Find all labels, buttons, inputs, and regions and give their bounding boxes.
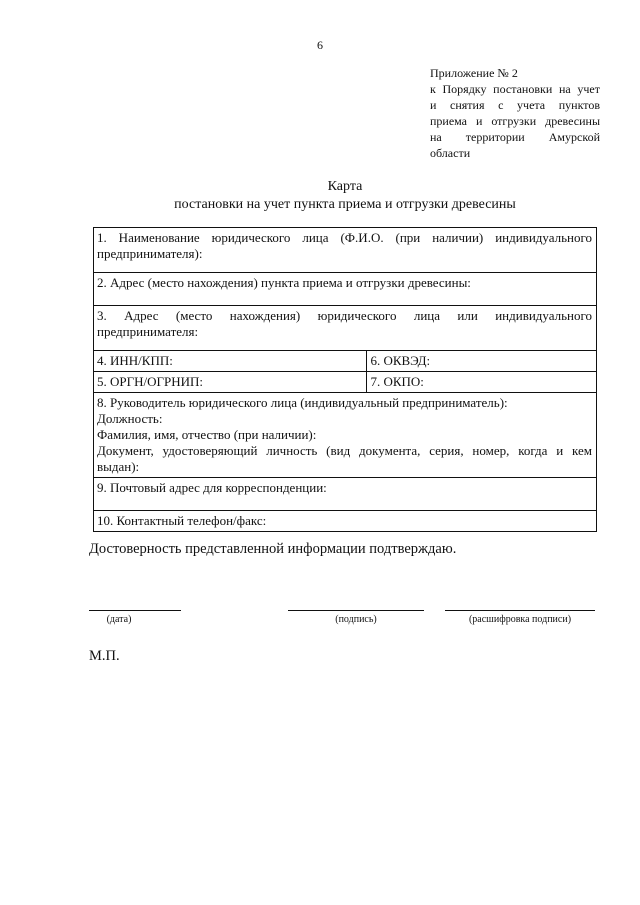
- page-number: 6: [317, 38, 323, 52]
- entity-name-field[interactable]: [94, 228, 597, 273]
- appendix-line: и снятия с учета пунктов: [430, 98, 600, 112]
- postal-address-field[interactable]: [94, 478, 597, 511]
- document-title: Карта: [327, 179, 363, 194]
- ogrn-field[interactable]: [94, 372, 367, 393]
- date-label: (дата): [106, 614, 132, 625]
- signature-decoding-line[interactable]: [445, 610, 595, 611]
- field-label: 5. ОРГН/ОГРНИП:: [97, 374, 204, 389]
- appendix-line: на территории Амурской: [430, 130, 600, 144]
- field-label: 9. Почтовый адрес для корреспонденции:: [97, 480, 327, 495]
- confirmation-statement: Достоверность представленной информации подтверждаю.: [89, 541, 457, 557]
- form-row-ogrn-okpo: [94, 372, 597, 393]
- field-label: предпринимателя:: [97, 324, 199, 339]
- entity-address-field[interactable]: [94, 306, 597, 351]
- field-label: Фамилия, имя, отчество (при наличии):: [97, 427, 317, 442]
- appendix-title: Приложение № 2: [430, 66, 518, 80]
- appendix-line: области: [430, 146, 471, 160]
- signature-decoding-label: (расшифровка подписи): [468, 614, 572, 625]
- appendix-line: к Порядку постановки на учет: [430, 82, 600, 96]
- document-subtitle: постановки на учет пункта приема и отгрузки древесины: [174, 197, 516, 212]
- field-label: 7. ОКПО:: [370, 374, 424, 389]
- field-label: 4. ИНН/КПП:: [97, 353, 173, 368]
- registration-form-table: [93, 227, 597, 532]
- field-label: 3. Адрес (место нахождения) юридического лица или индивидуального: [97, 308, 592, 323]
- field-label: 2. Адрес (место нахождения) пункта приема и отгрузки древесины:: [97, 275, 471, 290]
- field-label: Должность:: [97, 411, 163, 426]
- okpo-field[interactable]: [367, 372, 597, 393]
- okved-field[interactable]: [367, 351, 597, 372]
- form-row-phone: [94, 511, 597, 532]
- field-label: выдан):: [97, 459, 140, 474]
- field-label: 8. Руководитель юридического лица (индивидуальный предприниматель):: [97, 395, 508, 410]
- field-label: 6. ОКВЭД:: [370, 353, 431, 368]
- form-row-inn-okved: [94, 351, 597, 372]
- inn-kpp-field[interactable]: [94, 351, 367, 372]
- signature-line[interactable]: [288, 610, 424, 611]
- phone-field[interactable]: [94, 511, 597, 532]
- field-label: 10. Контактный телефон/факс:: [97, 513, 267, 528]
- field-label: Документ, удостоверяющий личность (вид документа, серия, номер, когда и кем: [97, 443, 592, 458]
- date-line[interactable]: [89, 610, 181, 611]
- appendix-note: [430, 65, 600, 161]
- form-row-entity-address: [94, 306, 597, 351]
- form-row-postal-address: [94, 478, 597, 511]
- point-address-field[interactable]: [94, 273, 597, 306]
- stamp-place: М.П.: [89, 648, 120, 664]
- signature-label: (подпись): [335, 614, 377, 625]
- field-label: 1. Наименование юридического лица (Ф.И.О. (при наличии) индивидуального: [97, 230, 592, 245]
- field-label: предпринимателя):: [97, 246, 203, 261]
- form-row-entity-name: [94, 228, 597, 273]
- appendix-line: приема и отгрузки древесины: [430, 114, 600, 128]
- director-field[interactable]: [94, 393, 597, 478]
- form-row-director: [94, 393, 597, 478]
- form-row-point-address: [94, 273, 597, 306]
